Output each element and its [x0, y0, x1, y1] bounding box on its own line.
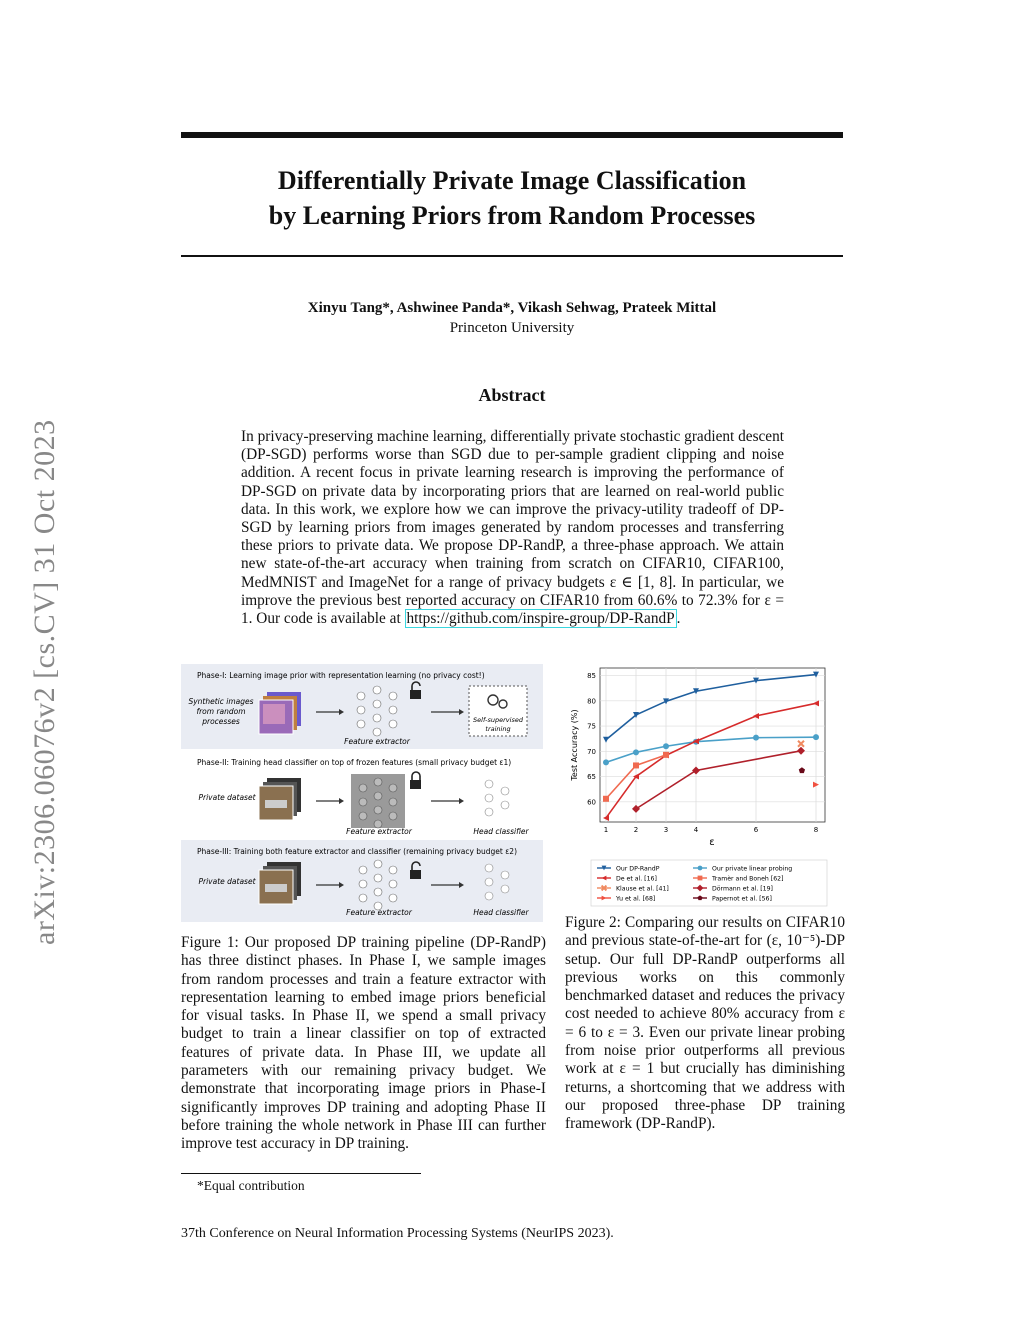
figure-1-caption: Figure 1: Our proposed DP training pipeline (DP-RandP) has three distinct phases. In Phase I, we sample images from random processes and train a feature extractor with representation learning to embed image priors beneficial for visual tasks. In Phase II, we spend a small privacy budget to train a linear classifier on top of extracted features of private data. In Phase III, we update all parameters with our remaining privacy budget. We demonstrate that incorporating image priors in Phase-I significantly improves DP training and adopting Phase II before training the whole network in Phase III can further improve test accuracy in DP training.	[181, 934, 546, 1153]
phase3-title: Phase-III: Training both feature extractor and classifier (remaining privacy budget ε2)	[197, 847, 517, 856]
y-tick-label: 85	[587, 672, 596, 681]
data-point	[603, 796, 609, 802]
affiliation: Princeton University	[449, 320, 575, 336]
svg-text:Feature extractor: Feature extractor	[346, 827, 412, 836]
venue-line: 37th Conference on Neural Information Processing Systems (NeurIPS 2023).	[181, 1226, 614, 1241]
y-tick-label: 60	[587, 798, 596, 807]
y-tick-label: 70	[587, 747, 596, 756]
data-point	[633, 762, 639, 768]
footnote-rule	[181, 1173, 421, 1174]
svg-text:Head classifier: Head classifier	[473, 827, 529, 836]
x-tick-label: 6	[753, 826, 759, 834]
title-rule-top	[181, 132, 843, 138]
svg-text:processes: processes	[202, 717, 240, 726]
y-tick-label: 75	[587, 722, 596, 731]
legend-label: Dörmann et al. [19]	[712, 885, 773, 893]
legend-label: Yu et al. [68]	[616, 895, 656, 903]
legend-label: Papernot et al. [56]	[712, 895, 772, 903]
lock-icon	[410, 772, 421, 789]
svg-text:Feature extractor: Feature extractor	[344, 737, 410, 746]
svg-text:Self-supervised: Self-supervised	[473, 716, 523, 724]
synthetic-image-stack	[259, 692, 301, 734]
footnote: *Equal contribution	[197, 1178, 305, 1193]
svg-text:Private dataset: Private dataset	[198, 877, 256, 886]
data-point	[698, 876, 703, 881]
private-image-stack-3	[259, 862, 301, 904]
data-point	[663, 752, 669, 758]
legend-label: Our DP-RandP	[616, 865, 660, 873]
figure-2-chart	[563, 663, 847, 908]
svg-text:Head classifier: Head classifier	[473, 908, 529, 917]
legend-label: Klause et al. [41]	[616, 885, 669, 893]
x-tick-label: 1	[603, 826, 609, 834]
code-link[interactable]: https://github.com/inspire-group/DP-RandP	[406, 610, 675, 628]
paper-title: Differentially Private Image Classification by Learning Priors from Random Processes	[268, 166, 756, 230]
y-axis-label: Test Accuracy (%)	[570, 709, 579, 781]
figure-1-pipeline	[181, 664, 543, 922]
data-point	[698, 866, 703, 871]
y-tick-label: 65	[587, 773, 596, 782]
data-point	[663, 743, 669, 749]
abstract-body: In privacy-preserving machine learning, differentially private stochastic gradient descent (DP-SGD) performs worse than SGD due to per-sample gradient clipping and noise addition. A recent focus in private learning research is improving the performance of DP-SGD on private data by incorporating priors that are learned on real-world public data. In this work, we explore how we can improve the privacy-utility tradeoff of DP-SGD by learning priors from images generated by random processes and transferring these priors to private data. We propose DP-RandP, a three-phase approach. We attain new state-of-the-art accuracy when training from scratch on CIFAR10, CIFAR100, MedMNIST and ImageNet for a range of privacy budgets ε ∈ [1, 8]. In particular, we improve the previous best reported accuracy on CIFAR10 from 60.6% to 72.3% for ε = 1. Our code is available at https://github.com/inspire-group/DP-RandP .	[241, 428, 784, 628]
arxiv-stamp: arXiv:2306.06076v2 [cs.CV] 31 Oct 2023	[28, 419, 61, 945]
title-rule-bottom	[181, 255, 843, 257]
y-tick-label: 80	[587, 697, 596, 706]
x-tick-label: 3	[663, 826, 669, 834]
legend-label: Our private linear probing	[712, 865, 793, 873]
data-point	[753, 735, 759, 741]
svg-text:training: training	[485, 725, 511, 733]
data-point	[603, 759, 609, 765]
x-tick-label: 8	[813, 826, 819, 834]
svg-text:Feature extractor: Feature extractor	[346, 908, 412, 917]
svg-text:Synthetic images: Synthetic images	[188, 697, 254, 706]
author-list: Xinyu Tang*, Ashwinee Panda*, Vikash Sehwag, Prateek Mittal	[307, 300, 717, 316]
svg-text:from random: from random	[196, 707, 246, 716]
legend-label: De et al. [16]	[616, 875, 657, 883]
svg-text:Private dataset: Private dataset	[198, 793, 256, 802]
x-tick-label: 2	[633, 826, 639, 834]
phase2-title: Phase-II: Training head classifier on top of frozen features (small privacy budget ε1)	[197, 758, 512, 767]
abstract-heading: Abstract	[478, 385, 546, 405]
head-classifier-network-2	[485, 780, 509, 816]
data-point	[633, 749, 639, 755]
figure-2-caption: Figure 2: Comparing our results on CIFAR10 and previous state-of-the-art for (ε, 10⁻⁵)-DP setup. Our full DP-RandP outperforms all previous works on this commonly benchmarked dataset and reduces the privacy cost needed to achieve 80% accuracy from ε = 6 to ε = 3. Even our private linear probing from noise prior outperforms all previous work at ε = 1 but crucially has diminishing returns, a shortcoming that we address with our proposed three-phase DP training framework (DP-RandP).	[565, 914, 845, 1133]
x-tick-label: 4	[693, 826, 699, 834]
data-point	[813, 734, 819, 740]
private-image-stack-2	[259, 778, 301, 820]
plot-frame	[600, 668, 825, 822]
x-axis-label: ε	[709, 837, 715, 848]
phase1-title: Phase-I: Learning image prior with representation learning (no privacy cost!)	[197, 671, 485, 680]
legend-label: Tramèr and Boneh [62]	[712, 875, 784, 883]
